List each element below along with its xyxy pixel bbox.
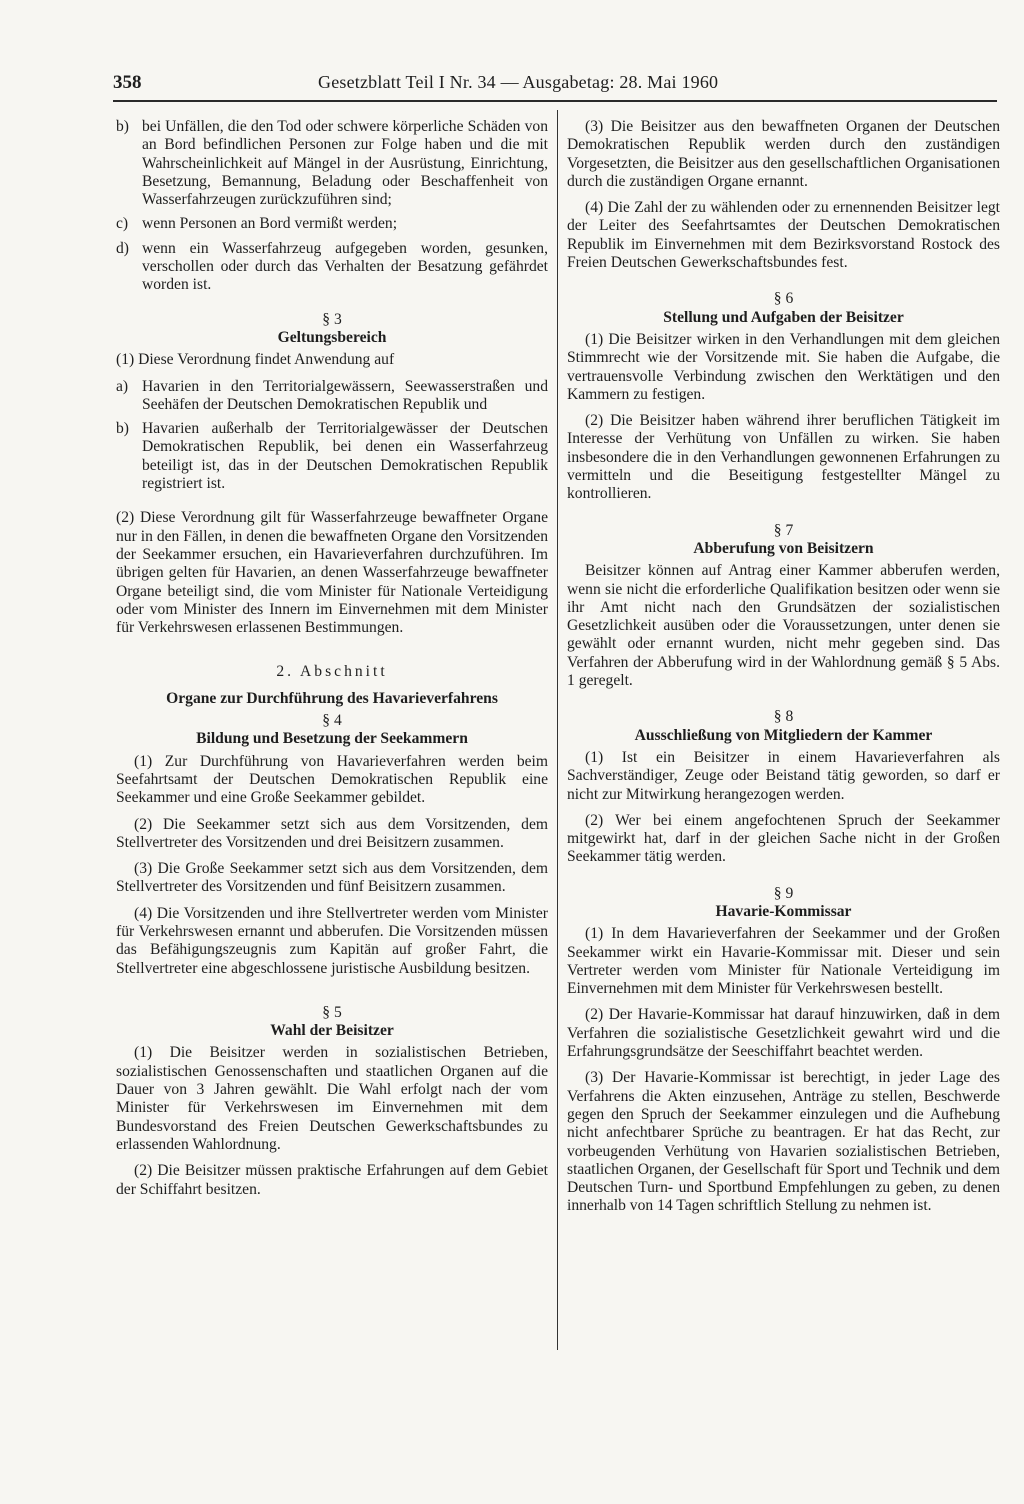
- paragraph-title: Bildung und Besetzung der Seekammern: [196, 730, 468, 748]
- paragraph-number: § 5: [322, 1003, 342, 1021]
- running-title: Gesetzblatt Teil I Nr. 34 — Ausgabetag: 28. Mai 1960: [318, 72, 719, 92]
- right-column: [567, 118, 1000, 1224]
- page-header: [113, 72, 997, 102]
- body-paragraph: (2) Wer bei einem angefochtenen Spruch der Seekammer mitgewirkt hat, darf in der gleichen Sache nicht in der Großen Seekammer tätig werden.: [567, 811, 1000, 866]
- paragraph-number: § 7: [773, 521, 794, 539]
- body-paragraph: (2) Die Beisitzer haben während ihrer beruflichen Tätigkeit im Interesse der Verhütung von Unfällen zu wirken. Sie haben insbesondere die in den Verhandlungen gewonnenen Erfahrungen zu vermitteln und die Beseitigung festgestellter Mängel zu kontrollieren.: [567, 412, 1000, 503]
- list-item: [116, 378, 548, 415]
- item-text: wenn ein Wasserfahrzeug aufgegeben worden, gesunken, verschollen oder durch das Verhalten der Besatzung gefährdet worden ist.: [142, 239, 548, 294]
- body-paragraph: (4) Die Vorsitzenden und ihre Stellvertreter werden vom Minister für Verkehrswesen ernannt und abberufen. Die Vorsitzenden müssen das Befähigungszeugnis zum Kapitän auf großer Fahrt, die Stellvertreter eine abgeschlossene juristische Ausbildung besitzen.: [116, 904, 548, 977]
- body-paragraph: (3) Die Beisitzer aus den bewaffneten Organen der Deutschen Demokratischen Republik werden durch den zuständigen Vorgesetzten, die Beisitzer aus den gesellschaftlichen Organisationen durch die zuständigen Organe ernannt.: [567, 118, 1000, 190]
- body-paragraph: (1) In dem Havarieverfahren der Seekammer und der Großen Seekammer wirkt ein Havarie-Kommissar mit. Dieser und sein Vertreter werden vom Minister für Nationale Verteidigung im Einvernehmen mit dem Minister für Verkehrswesen bestellt.: [567, 925, 1000, 998]
- paragraph-title: Havarie-Kommissar: [715, 902, 852, 920]
- item-text: Havarien außerhalb der Territorialgewässer der Deutschen Demokratischen Republik, bei denen ein Wasserfahrzeug beteiligt ist, das in der Deutschen Demokratischen Republik registriert ist.: [142, 420, 548, 493]
- body-paragraph: (2) Die Beisitzer müssen praktische Erfahrungen auf dem Gebiet der Schiffahrt besitzen.: [116, 1162, 548, 1198]
- paragraph-number: § 8: [773, 708, 794, 726]
- body-paragraph: (1) Die Beisitzer werden in sozialistischen Betrieben, sozialistischen Genossenschaften und staatlichen Organen auf die Dauer von 3 Jahren gewählt. Die Wahl erfolgt nach der vom Minister für Verkehrswesen im Einvernehmen mit dem Bundesvorstand des Freien Deutschen Gewerkschaftsbundes zu erlassenden Wahlordnung.: [116, 1044, 548, 1153]
- list-item: [116, 118, 548, 209]
- list-item: [116, 240, 548, 295]
- body-paragraph: (2) Die Seekammer setzt sich aus dem Vorsitzenden, dem Stellvertreter des Vorsitzenden und drei Beisitzern zusammen.: [116, 815, 548, 851]
- item-label: b): [116, 420, 129, 438]
- list-item: [116, 420, 548, 493]
- item-label: c): [116, 215, 129, 233]
- item-text: Havarien in den Territorialgewässern, Seewasserstraßen und Seehäfen der Deutschen Demokratischen Republik und: [142, 377, 548, 413]
- body-paragraph: (1) Ist ein Beisitzer in einem Havarieverfahren als Sachverständiger, Zeuge oder Beistand tätig geworden, so darf er nicht zur Mitwirkung herangezogen werden.: [567, 748, 1000, 803]
- item-text: wenn Personen an Bord vermißt werden;: [142, 215, 398, 233]
- body-paragraph: (1) Die Beisitzer wirken in den Verhandlungen mit dem gleichen Stimmrecht wie der Vorsitzende mit. Sie haben die Aufgabe, die vertrauensvolle Verbindung zwischen den Werktätigen und den Kammern zu festigen.: [567, 330, 1000, 403]
- section-heading: 2. Abschnitt: [276, 663, 388, 681]
- body-paragraph: (3) Der Havarie-Kommissar ist berechtigt, in jeder Lage des Verfahrens die Akten einzusehen, Anträge zu stellen, Beschwerde gegen den Spruch der Seekammer einzulegen und die Aufhebung nicht anfechtbarer Sprüche zu beantragen. Er hat das Recht, zur vorbeugenden Verhütung von Havarien sozialistischen Betrieben, staatlichen Organen, der Gesellschaft für Sport und Technik und dem Deutschen Turn- und Sportbund Empfehlungen zu geben, zu denen innerhalb von 14 Tagen schriftlich Stellung zu nehmen ist.: [567, 1069, 1000, 1215]
- paragraph-title: Wahl der Beisitzer: [270, 1022, 394, 1040]
- list-item: [116, 215, 548, 233]
- paragraph-number: § 3: [322, 310, 342, 328]
- paragraph-number: § 6: [773, 290, 794, 308]
- page-number: 358: [113, 72, 142, 93]
- left-column: [116, 118, 548, 1207]
- item-label: a): [116, 377, 129, 395]
- item-label: d): [116, 239, 129, 257]
- item-label: b): [116, 118, 129, 135]
- paragraph-number: § 4: [322, 712, 342, 730]
- body-paragraph: (2) Der Havarie-Kommissar hat darauf hinzuwirken, daß in dem Verfahren die sozialistische Gesetzlichkeit gewahrt wird und die Erfahrungsgrundsätze der Seeschiffahrt beachtet werden.: [567, 1006, 1000, 1061]
- paragraph-title: Stellung und Aufgaben der Beisitzer: [663, 308, 904, 326]
- column-divider: [557, 110, 558, 1350]
- body-paragraph: (4) Die Zahl der zu wählenden oder zu ernennenden Beisitzer legt der Leiter des Seefahrtsamtes der Deutschen Demokratischen Republik im Einvernehmen mit dem Bezirksvorstand Rostock des Freien Deutschen Gewerkschaftsbundes fest.: [567, 199, 1000, 272]
- section-title: Organe zur Durchführung des Havarieverfahrens: [166, 689, 498, 707]
- body-paragraph: (2) Diese Verordnung gilt für Wasserfahrzeuge bewaffneter Organe nur in den Fällen, in denen die bewaffneten Organe den Vorsitzenden der Seekammer ersuchen, ein Havarieverfahren durchzuführen. Im übrigen gelten für Havarien, an denen Wasserfahrzeuge bewaffneter Organe beteiligt sind, die vom Minister für Nationale Verteidigung oder vom Minister des Innern im Einvernehmen mit dem Minister für Verkehrswesen erlassenen Bestimmungen.: [116, 509, 548, 637]
- paragraph-title: Geltungsbereich: [277, 328, 387, 346]
- paragraph-number: § 9: [773, 884, 794, 902]
- item-text: bei Unfällen, die den Tod oder schwere körperliche Schäden von an Bord befindlichen Personen zur Folge haben und die mit Wahrscheinlichkeit auf Mängel in der Ausrüstung, Einrichtung, Besetzung, Bemannung, Beladung oder Beschaffenheit von Wasserfahrzeugen zurückzuführen sind;: [142, 118, 548, 209]
- body-paragraph: (3) Die Große Seekammer setzt sich aus dem Vorsitzenden, dem Stellvertreter des Vorsitzenden und fünf Beisitzern zusammen.: [116, 860, 548, 896]
- paragraph-title: Ausschließung von Mitgliedern der Kammer: [634, 726, 933, 744]
- body-paragraph: (1) Diese Verordnung findet Anwendung auf: [116, 351, 395, 369]
- body-paragraph: Beisitzer können auf Antrag einer Kammer abberufen werden, wenn sie nicht die erforderliche Qualifikation besitzen oder wenn sie ihr Amt nicht nach den Grundsätzen der sozialistischen Gesetzlichkeit ausüben oder die Voraussetzungen, unter denen sie gewählt oder ernannt wurden, nicht mehr gegeben sind. Das Verfahren der Abberufung wird in der Wahlordnung gemäß § 5 Abs. 1 geregelt.: [567, 562, 1000, 690]
- body-paragraph: (1) Zur Durchführung von Havarieverfahren werden beim Seefahrtsamt der Deutschen Demokratischen Republik eine Seekammer und eine Große Seekammer gebildet.: [116, 752, 548, 807]
- paragraph-title: Abberufung von Beisitzern: [693, 539, 874, 557]
